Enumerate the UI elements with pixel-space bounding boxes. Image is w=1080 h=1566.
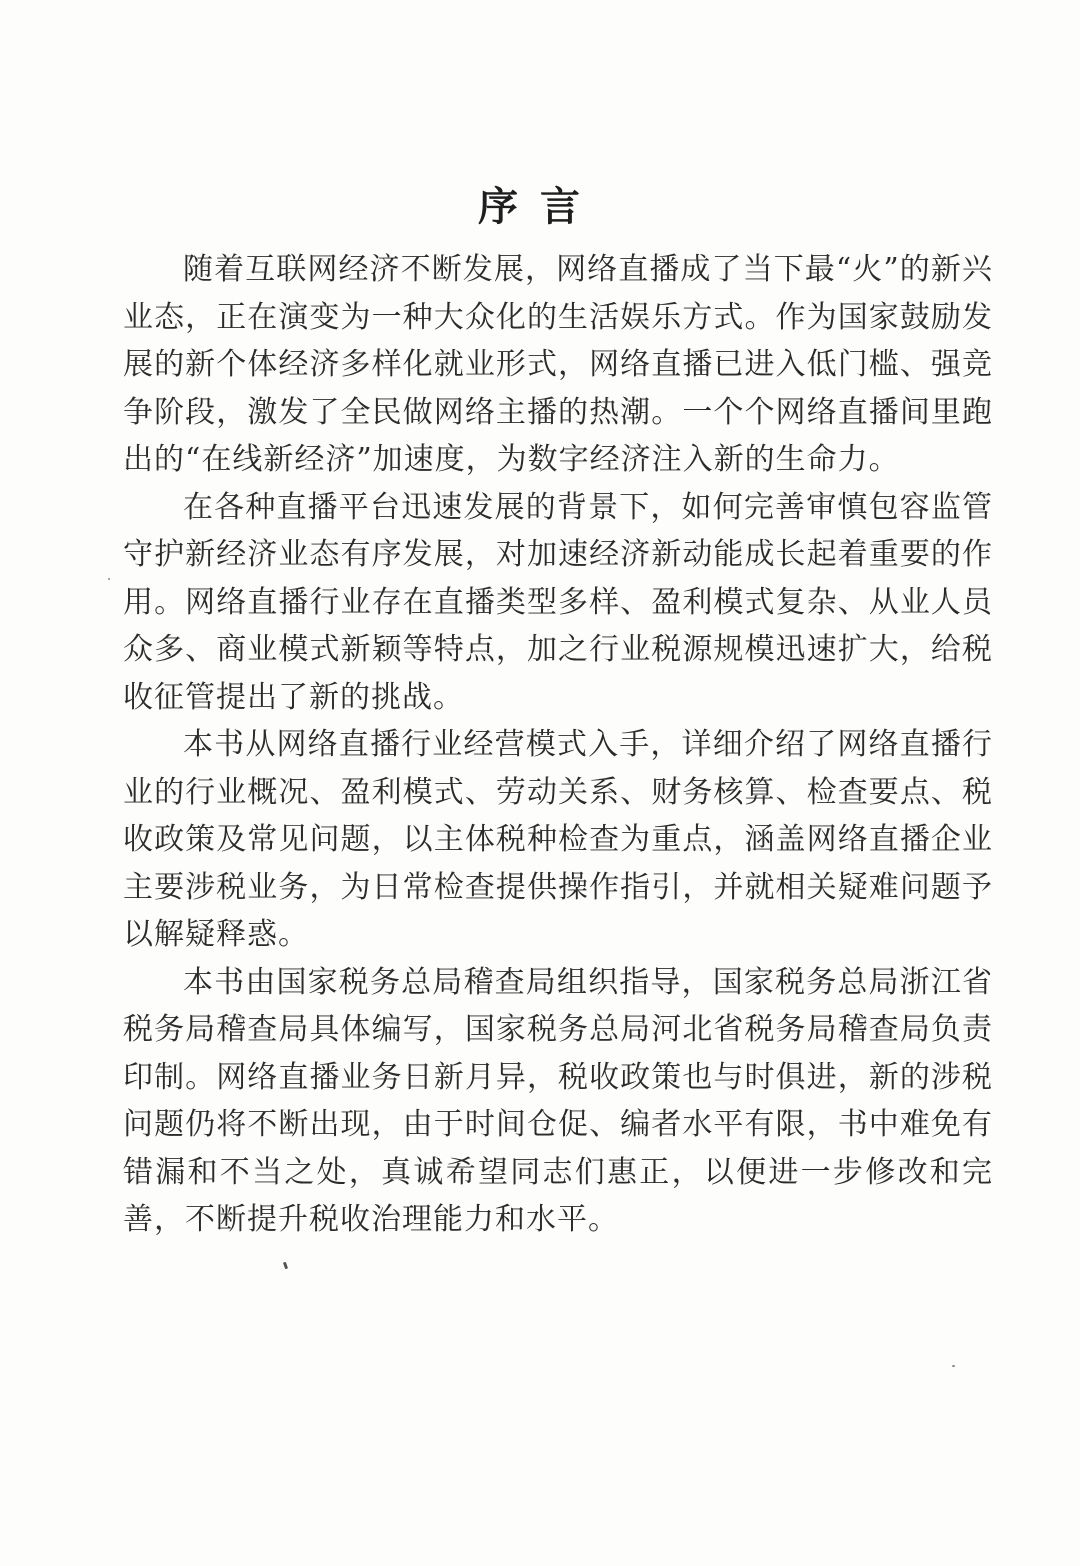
paragraph-1: 随着互联网经济不断发展，网络直播成了当下最“火”的新兴业态，正在演变为一种大众化的生活娱乐方式。作为国家鼓励发展的新个体经济多样化就业形式，网络直播已进入低门槛、强竞争阶段，激发了全民做网络主播的热潮。一个个网络直播间里跑出的“在线新经济”加速度，为数字经济注入新的生命力。 (123, 252, 993, 477)
scan-speck (952, 1365, 955, 1367)
scan-speck (108, 578, 110, 580)
preface-body (123, 246, 993, 1244)
page-title: 序言 (478, 182, 602, 230)
paragraph-2: 在各种直播平台迅速发展的背景下，如何完善审慎包容监管守护新经济业态有序发展，对加速经济新动能成长起着重要的作用。网络直播行业存在直播类型多样、盈利模式复杂、从业人员众多、商业模式新颖等特点，加之行业税源规模迅速扩大，给税收征管提出了新的挑战。 (123, 489, 993, 715)
paragraph-4: 本书由国家税务总局稽查局组织指导，国家税务总局浙江省税务局稽查局具体编写，国家税务总局河北省税务局稽查局负责印制。网络直播业务日新月异，税收政策也与时俱进，新的涉税问题仍将不断出现，由于时间仓促、编者水平有限，书中难免有错漏和不当之处，真诚希望同志们惠正，以便进一步修改和完善，不断提升税收治理能力和水平。 (123, 964, 993, 1237)
paragraph-3: 本书从网络直播行业经营模式入手，详细介绍了网络直播行业的行业概况、盈利模式、劳动关系、财务核算、检查要点、税收政策及常见问题，以主体税种检查为重点，涵盖网络直播企业主要涉税业务，为日常检查提供操作指引，并就相关疑难问题予以解疑释惑。 (123, 727, 993, 952)
scan-mark (283, 1262, 288, 1270)
